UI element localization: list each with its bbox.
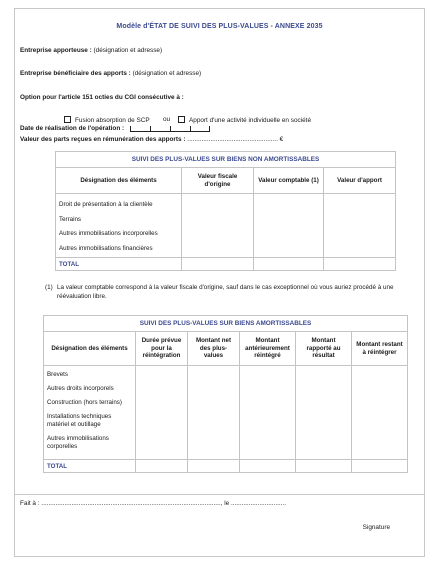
date-line: [20, 124, 210, 132]
checkbox-fusion-label: Fusion absorption de SCP: [75, 117, 150, 124]
table2-input-cell[interactable]: [352, 366, 408, 460]
table-row-label: Installations techniques matériel et outillage: [47, 413, 112, 428]
checkbox-separator: ou: [163, 116, 171, 123]
table2-title: SUIVI DES PLUS-VALUES SUR BIENS AMORTISSABLES: [44, 316, 408, 332]
option-line: [20, 94, 184, 101]
date-signature-field[interactable]: , le ...............................: [220, 500, 286, 507]
table1-title: SUIVI DES PLUS-VALUES SUR BIENS NON AMORTISSABLES: [56, 152, 396, 168]
table2-header: Montant net des plus-values: [188, 332, 240, 366]
checkbox-apport[interactable]: [178, 116, 311, 124]
option-label: Option pour l'article 151 octies du CGI consécutive à :: [20, 94, 184, 101]
table-row-label: Terrains: [59, 215, 82, 223]
table2-input-cell[interactable]: [296, 366, 352, 460]
table2-header: Durée prévue pour la réintégration: [136, 332, 188, 366]
table1-input-cell[interactable]: [254, 194, 324, 258]
table-row-label: Autres droits incorporels: [47, 385, 114, 392]
table2-input-cell[interactable]: [188, 366, 240, 460]
table2-total-label: TOTAL: [44, 460, 136, 473]
table-row-label: Autres immobilisations incorporelles: [59, 230, 158, 238]
checkbox-icon[interactable]: [178, 116, 185, 123]
table2-total-cell[interactable]: [240, 460, 296, 473]
table1-header: Valeur comptable (1): [254, 168, 324, 194]
table-row-label: Autres immobilisations financières: [59, 244, 153, 252]
table-non-amortissables: [55, 151, 396, 271]
beneficiaire-hint: (désignation et adresse): [130, 70, 202, 77]
date-label: Date de réalisation de l'opération :: [20, 125, 125, 132]
valeur-line: [20, 136, 283, 143]
table2-header: Montant rapporté au résultat: [296, 332, 352, 366]
fait-line: [20, 500, 286, 507]
checkbox-icon[interactable]: [64, 116, 71, 123]
valeur-label: Valeur des parts reçues en rémunération des apports :: [20, 136, 186, 143]
valeur-unit: €: [279, 136, 284, 143]
table2-header: Montant restant à réintégrer: [352, 332, 408, 366]
table2-input-cell[interactable]: [240, 366, 296, 460]
beneficiaire-line: [20, 70, 201, 77]
table2-total-cell[interactable]: [188, 460, 240, 473]
form-frame: [14, 8, 425, 557]
table1-designations: [56, 194, 182, 258]
signature-label: Signature: [362, 524, 390, 531]
table1-total-label: TOTAL: [56, 258, 182, 271]
beneficiaire-label: Entreprise bénéficiaire des apports :: [20, 70, 131, 77]
table2-total-cell[interactable]: [136, 460, 188, 473]
table-amortissables: [43, 315, 408, 473]
table-row-label: Droit de présentation à la clientèle: [59, 201, 153, 208]
checkbox-fusion[interactable]: [64, 116, 150, 124]
table1-header: Désignation des éléments: [56, 168, 182, 194]
document-title: Modèle d'ÉTAT DE SUIVI DES PLUS-VALUES - ANNEXE 2035: [116, 23, 323, 30]
table-row-label: Brevets: [47, 371, 68, 378]
table1-input-cell[interactable]: [324, 194, 396, 258]
table2-input-cell[interactable]: [136, 366, 188, 460]
footnote-text: La valeur comptable correspond à la valeur fiscale d'origine, sauf dans le cas exceptionnel où vous auriez procédé à une réévaluation libre.: [57, 284, 394, 300]
table2-header: Montant antérieurement réintégré: [240, 332, 296, 366]
table1-total-cell[interactable]: [182, 258, 254, 271]
table2-header: Désignation des éléments: [44, 332, 136, 366]
footnote-number: (1): [45, 284, 53, 291]
apporteuse-label: Entreprise apporteuse :: [20, 47, 92, 54]
table2-designations: [44, 366, 136, 460]
fait-field[interactable]: Fait à : .....................................................................................................: [20, 500, 221, 507]
divider: [15, 494, 424, 495]
checkbox-apport-label: Apport d'une activité individuelle en société: [189, 117, 312, 124]
date-field[interactable]: [130, 124, 210, 132]
table-row-label: Autres immobilisations corporelles: [47, 435, 109, 450]
table1-header: Valeur fiscale d'origine: [182, 168, 254, 194]
table1-total-cell[interactable]: [254, 258, 324, 271]
table2-total-cell[interactable]: [352, 460, 408, 473]
table1-total-cell[interactable]: [324, 258, 396, 271]
table-row-label: Construction (hors terrains): [47, 399, 122, 406]
table1-input-cell[interactable]: [182, 194, 254, 258]
table2-total-cell[interactable]: [296, 460, 352, 473]
apporteuse-line: [20, 47, 162, 54]
valeur-dots: ...................................................: [185, 136, 278, 143]
table1-header: Valeur d'apport: [324, 168, 396, 194]
footnote: [45, 284, 420, 302]
apporteuse-hint: (désignation et adresse): [91, 47, 163, 54]
